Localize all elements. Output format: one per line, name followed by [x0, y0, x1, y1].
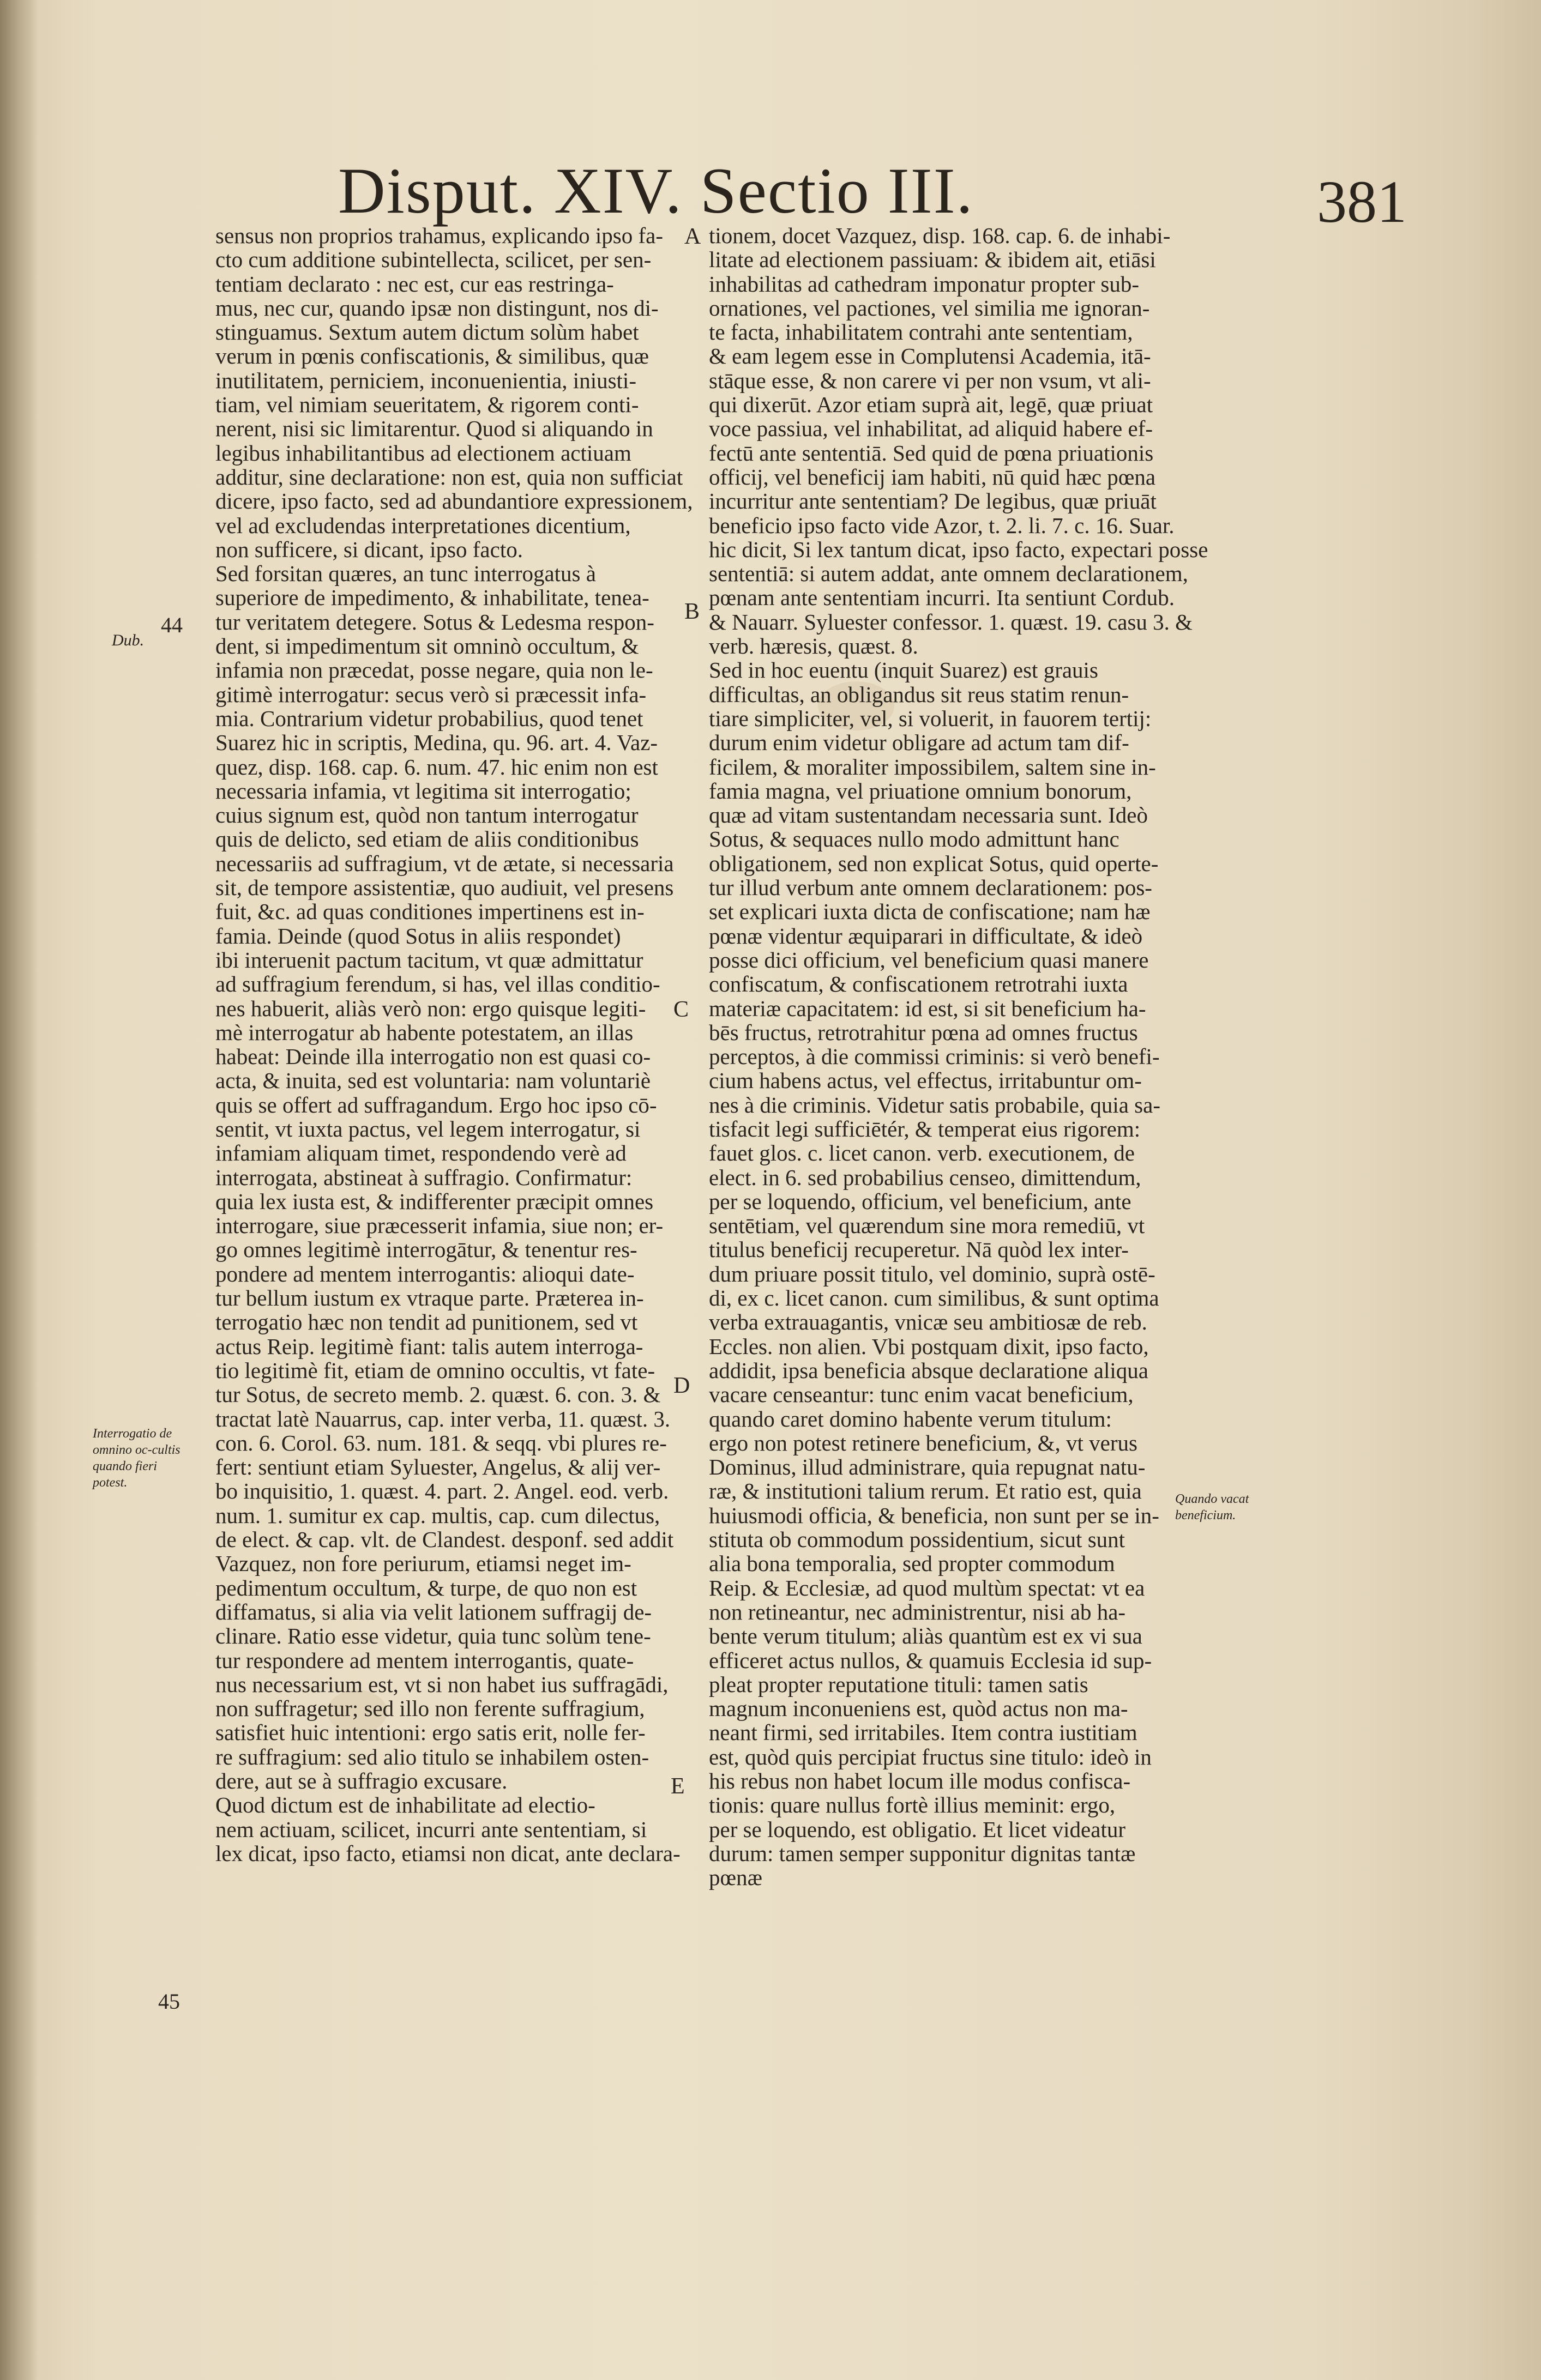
text-line: additur, sine declaratione: non est, quia non sufficiat	[215, 464, 683, 490]
text-line: Reip. & Ecclesiæ, ad quod multùm spectat: vt ea	[709, 1575, 1145, 1600]
text-line: necessaria infamia, vt legitima sit interrogatio;	[215, 778, 631, 804]
margin-note-quando-vacat: Quando vacat beneficium.	[1175, 1492, 1249, 1523]
text-line: terrogatio hæc non tendit ad punitionem, sed vt	[215, 1309, 638, 1335]
text-line: ornationes, vel pactiones, vel similia me ignoran-	[709, 295, 1150, 321]
text-line: bēs fructus, retrotrahitur pœna ad omnes fructus	[709, 1019, 1138, 1045]
text-line: alia bona temporalia, sed propter commodum	[709, 1551, 1115, 1576]
text-line: bo inquisitio, 1. quæst. 4. part. 2. Angel. eod. verb.	[215, 1478, 669, 1504]
paragraph-number-45: 45	[158, 1989, 180, 2014]
text-line: vel ad excludendas interpretationes dicentium,	[215, 512, 631, 538]
text-line: necessariis ad suffragium, vt de ætate, si necessaria	[215, 850, 674, 876]
text-line: dere, aut se à suffragio excusare.	[215, 1768, 508, 1793]
text-line: est, quòd quis percipiat fructus sine titulo: ideò in	[709, 1744, 1152, 1769]
text-line: lex dicat, ipso facto, etiamsi non dicat, ante declara-	[215, 1840, 681, 1866]
text-line: hic dicit, Si lex tantum dicat, ipso facto, expectari posse	[709, 536, 1208, 562]
right-column	[709, 223, 1208, 1890]
text-line: infamiam aliquam timet, respondendo verè ad	[215, 1140, 627, 1166]
section-marker-b: B	[684, 599, 700, 624]
text-line: cuius signum est, quòd non tantum interrogatur	[215, 802, 639, 828]
text-line: tur bellum iustum ex vtraque parte. Præterea in-	[215, 1285, 644, 1311]
text-line: ad suffragium ferendum, si has, vel illas conditio-	[215, 971, 660, 997]
text-line: set explicari iuxta dicta de confiscatione; nam hæ	[709, 899, 1151, 925]
text-line: actus Reip. legitimè fiant: talis autem interroga-	[215, 1333, 643, 1359]
text-line: vacare censeantur: tunc enim vacat beneficium,	[709, 1382, 1134, 1408]
text-line: clinare. Ratio esse videtur, quia tunc solùm tene-	[215, 1623, 651, 1649]
text-line: qui dixerūt. Azor etiam suprà ait, legē, quæ priuat	[709, 392, 1153, 418]
text-line: di, ex c. licet canon. cum similibus, & sunt optima	[709, 1285, 1159, 1311]
text-line: pœnam ante sententiam incurri. Ita sentiunt Cordub.	[709, 585, 1175, 611]
text-line: dent, si impedimentum sit omninò occultum, &	[215, 633, 639, 659]
page-number: 381	[1317, 168, 1407, 235]
text-line: interrogare, siue præcesserit infamia, siue non; er-	[215, 1213, 664, 1239]
text-line: sit, de tempore assistentiæ, quo audiuit, vel presens	[215, 875, 674, 901]
text-line: litate ad electionem passiuam: & ibidem ait, etiāsi	[709, 247, 1156, 273]
text-line: difficultas, an obligandus sit reus statim renun-	[709, 681, 1129, 707]
text-line: sensus non proprios trahamus, explicando ipso fa-	[215, 223, 663, 248]
text-line: stituta ob commodum possidentium, sicut sunt	[709, 1527, 1125, 1553]
text-line: tractat latè Nauarrus, cap. inter verba, 11. quæst. 3.	[215, 1406, 671, 1431]
text-line: interrogata, abstineat à suffragio. Confirmatur:	[215, 1164, 633, 1190]
text-line: non sufficere, si dicant, ipso facto.	[215, 536, 523, 562]
text-line: cium habens actus, vel effectus, irritabuntur om-	[709, 1068, 1142, 1094]
text-line: pleat propter reputatione tituli: tamen satis	[709, 1671, 1088, 1697]
text-line: dicere, ipso facto, sed ad abundantiore expressionem,	[215, 488, 693, 514]
text-line: fert: sentiunt etiam Syluester, Angelus, & alij ver-	[215, 1454, 661, 1480]
text-line: fauet glos. c. licet canon. verb. executionem, de	[709, 1140, 1135, 1166]
text-line: nus necessarium est, vt si non habet ius suffragādi,	[215, 1671, 669, 1697]
text-line: tiam, vel nimiam seueritatem, & rigorem conti-	[215, 392, 639, 418]
text-line: pœnæ videntur æquiparari in difficultate, & ideò	[709, 923, 1143, 949]
text-line: per se loquendo, est obligatio. Et licet videatur	[709, 1816, 1125, 1842]
text-line: mia. Contrarium videtur probabilius, quod tenet	[215, 705, 643, 731]
running-title: Disput. XIV. Sectio III.	[338, 154, 974, 227]
text-line: nerent, nisi sic limitarentur. Quod si aliquando in	[215, 416, 653, 442]
text-line: sentētiam, vel quærendum sine mora remediū, vt	[709, 1213, 1145, 1239]
text-line: tiare simpliciter, vel, si voluerit, in fauorem tertij:	[709, 705, 1152, 731]
text-line: te facta, inhabilitatem contrahi ante sententiam,	[709, 319, 1133, 345]
text-line: officij, vel beneficij iam habiti, nū quid hæc pœna	[709, 464, 1156, 490]
text-line: diffamatus, si alia via velit lationem suffragij de-	[215, 1599, 652, 1624]
text-line: tionem, docet Vazquez, disp. 168. cap. 6. de inhabi-	[709, 223, 1171, 248]
text-line: materiæ capacitatem: id est, si sit beneficium ha-	[709, 995, 1146, 1021]
text-line: beneficio ipso facto vide Azor, t. 2. li. 7. c. 16. Suar.	[709, 512, 1175, 538]
text-line: quis de delicto, sed etiam de aliis conditionibus	[215, 826, 639, 852]
text-line: mè interrogatur ab habente potestatem, an illas	[215, 1019, 634, 1045]
text-line: tur veritatem detegere. Sotus & Ledesma respon-	[215, 609, 654, 635]
text-line: fuit, &c. ad quas conditiones impertinens est in-	[215, 899, 645, 925]
text-line: quæ ad vitam sustentandam necessaria sunt. Ideò	[709, 802, 1148, 828]
text-line: posse dici officium, vel beneficium quasi manere	[709, 947, 1149, 972]
text-line: tur respondere ad mentem interrogantis, quate-	[215, 1647, 634, 1673]
text-line: verba extrauagantis, vnicæ seu ambitiosæ de reb.	[709, 1309, 1147, 1335]
text-line: ergo non potest retinere beneficium, &, vt verus	[709, 1430, 1137, 1455]
text-line: famia magna, vel priuatione omnium bonorum,	[709, 778, 1132, 804]
text-line: famia. Deinde (quod Sotus in aliis respondet)	[215, 923, 621, 949]
text-line: nes habuerit, aliàs verò non: ergo quisque legiti-	[215, 995, 646, 1021]
text-line: con. 6. Corol. 63. num. 181. & seqq. vbi plures re-	[215, 1430, 667, 1455]
text-line: ficilem, & moraliter impossibilem, saltem sine in-	[709, 754, 1156, 780]
text-line: Sed in hoc euentu (inquit Suarez) est grauis	[709, 657, 1098, 683]
text-line: stāque esse, & non carere vi per non vsum, vt ali-	[709, 367, 1151, 393]
margin-note-dub: Dub.	[112, 631, 145, 649]
text-line: Dominus, illud administrare, quia repugnat natu-	[709, 1454, 1146, 1480]
text-line: fectū ante sententiā. Sed quid de pœna priuationis	[709, 440, 1154, 466]
text-line: verb. hæresis, quæst. 8.	[709, 633, 918, 659]
text-line: sentit, vt iuxta pactus, vel legem interrogatur, si	[215, 1116, 641, 1141]
text-line: stinguamus. Sextum autem dictum solùm habet	[215, 319, 639, 345]
section-marker-e: E	[671, 1774, 685, 1799]
text-line: quis se offert ad suffragandum. Ergo hoc ipso cō-	[215, 1092, 657, 1117]
page-gutter	[0, 0, 38, 2380]
text-line: tur illud verbum ante omnem declarationem: pos-	[709, 875, 1152, 901]
text-line: & Nauarr. Syluester confessor. 1. quæst. 19. casu 3. &	[709, 609, 1193, 635]
text-line: satisfiet huic intentioni: ergo satis erit, nolle fer-	[215, 1720, 646, 1745]
text-line: verum in pœnis confiscationis, & similibus, quæ	[215, 343, 649, 369]
text-line: elect. in 6. sed probabilius censeo, dimittendum,	[709, 1164, 1141, 1190]
margin-note-interrogatio: Interrogatio de omnino oc-cultis quando fieri potest.	[93, 1427, 180, 1490]
text-line: per se loquendo, officium, vel beneficium, ante	[709, 1188, 1131, 1214]
text-line: quia lex iusta est, & indifferenter præcipit omnes	[215, 1188, 654, 1214]
text-line: ræ, & institutioni talium rerum. Et ratio est, quia	[709, 1478, 1142, 1504]
text-line: superiore de impedimento, & inhabilitate, tenea-	[215, 585, 649, 611]
text-line: gitimè interrogatur: secus verò si præcessit infa-	[215, 681, 647, 707]
text-line: Vazquez, non fore periurum, etiamsi neget im-	[215, 1551, 631, 1576]
text-line: pœnæ	[709, 1865, 762, 1890]
text-line: durum: tamen semper supponitur dignitas tantæ	[709, 1840, 1136, 1866]
text-line: neant firmi, sed irritabiles. Item contra iustitiam	[709, 1720, 1137, 1745]
text-line: bente verum titulum; aliàs quantùm est ex vi sua	[709, 1623, 1142, 1649]
text-line: confiscatum, & confiscationem retrotrahi iuxta	[709, 971, 1128, 997]
text-line: num. 1. sumitur ex cap. multis, cap. cum dilectus,	[215, 1502, 660, 1528]
text-line: habeat: Deinde illa interrogatio non est quasi co-	[215, 1044, 651, 1070]
text-line: mus, nec cur, quando ipsæ non distingunt, nos di-	[215, 295, 659, 321]
section-marker-c: C	[673, 997, 689, 1022]
text-line: incurritur ante sententiam? De legibus, quæ priuāt	[709, 488, 1157, 514]
text-line: addidit, ipsa beneficia absque declaratione aliqua	[709, 1357, 1148, 1383]
text-line: sententiā: si autem addat, ante omnem declarationem,	[709, 561, 1188, 587]
text-line: nem actiuam, scilicet, incurri ante sententiam, si	[215, 1816, 647, 1842]
text-line: cto cum additione subintellecta, scilicet, per sen-	[215, 247, 652, 273]
text-line: inutilitatem, perniciem, inconuenientia, iniusti-	[215, 367, 636, 393]
text-line: go omnes legitimè interrogātur, & tenentur res-	[215, 1237, 637, 1263]
text-line: & eam legem esse in Complutensi Academia, itā-	[709, 343, 1151, 369]
page-header	[338, 153, 1407, 235]
text-line: his rebus non habet locum ille modus confisca-	[709, 1768, 1131, 1793]
text-line: Suarez hic in scriptis, Medina, qu. 96. art. 4. Vaz-	[215, 730, 658, 756]
left-column	[215, 223, 693, 1866]
text-line: obligationem, sed non explicat Sotus, quid operte-	[709, 850, 1159, 876]
text-line: de elect. & cap. vlt. de Clandest. desponf. sed addit	[215, 1527, 674, 1553]
text-line: nes à die criminis. Videtur satis probabile, quia sa-	[709, 1092, 1160, 1117]
text-line: magnum inconueniens est, quòd actus non ma-	[709, 1696, 1128, 1721]
text-line: dum priuare possit titulo, vel dominio, suprà ostē-	[709, 1261, 1155, 1286]
section-marker-a: A	[684, 224, 701, 249]
text-line: Sed forsitan quæres, an tunc interrogatus à	[215, 561, 596, 587]
text-line: non retineantur, nec administrentur, nisi ab ha-	[709, 1599, 1126, 1624]
text-line: legibus inhabilitantibus ad electionem actiuam	[215, 440, 631, 466]
text-line: tisfacit legi sufficiētér, & temperat eius rigorem:	[709, 1116, 1141, 1141]
paragraph-number-44: 44	[161, 613, 183, 637]
text-line: ibi interuenit pactum tacitum, vt quæ admittatur	[215, 947, 643, 972]
text-line: Eccles. non alien. Vbi postquam dixit, ipso facto,	[709, 1333, 1149, 1359]
text-line: non suffragetur; sed illo non ferente suffragium,	[215, 1696, 645, 1721]
text-line: re suffragium: sed alio titulo se inhabilem osten-	[215, 1744, 649, 1769]
text-line: infamia non præcedat, posse negare, quia non le-	[215, 657, 653, 683]
text-line: inhabilitas ad cathedram imponatur propter sub-	[709, 271, 1140, 297]
text-line: Sotus, & sequaces nullo modo admittunt hanc	[709, 826, 1119, 852]
text-line: pondere ad mentem interrogantis: alioqui date-	[215, 1261, 635, 1286]
text-line: tentiam declarato : nec est, cur eas restringa-	[215, 271, 614, 297]
text-line: tionis: quare nullus fortè illius meminit: ergo,	[709, 1792, 1116, 1818]
text-line: quando caret domino habente verum titulum:	[709, 1406, 1112, 1431]
text-line: Quod dictum est de inhabilitate ad electio-	[215, 1792, 595, 1818]
text-line: huiusmodi officia, & beneficia, non sunt per se in-	[709, 1502, 1159, 1528]
text-line: perceptos, à die commissi criminis: si verò benefi-	[709, 1044, 1160, 1070]
section-marker-d: D	[673, 1373, 690, 1398]
text-line: efficeret actus nullos, & quamuis Ecclesia id sup-	[709, 1647, 1152, 1673]
text-line: tio legitimè fit, etiam de omnino occultis, vt fate-	[215, 1357, 655, 1383]
text-line: titulus beneficij recuperetur. Nā quòd lex inter-	[709, 1237, 1129, 1263]
text-line: durum enim videtur obligare ad actum tam dif-	[709, 730, 1129, 756]
text-line: acta, & inuita, sed est voluntaria: nam voluntariè	[215, 1068, 651, 1094]
text-line: tur Sotus, de secreto memb. 2. quæst. 6. con. 3. &	[215, 1382, 661, 1408]
text-line: voce passiua, vel inhabilitat, ad aliquid habere ef-	[709, 416, 1153, 442]
text-line: pedimentum occultum, & turpe, de quo non est	[215, 1575, 637, 1600]
text-line: quez, disp. 168. cap. 6. num. 47. hic enim non est	[215, 754, 658, 780]
